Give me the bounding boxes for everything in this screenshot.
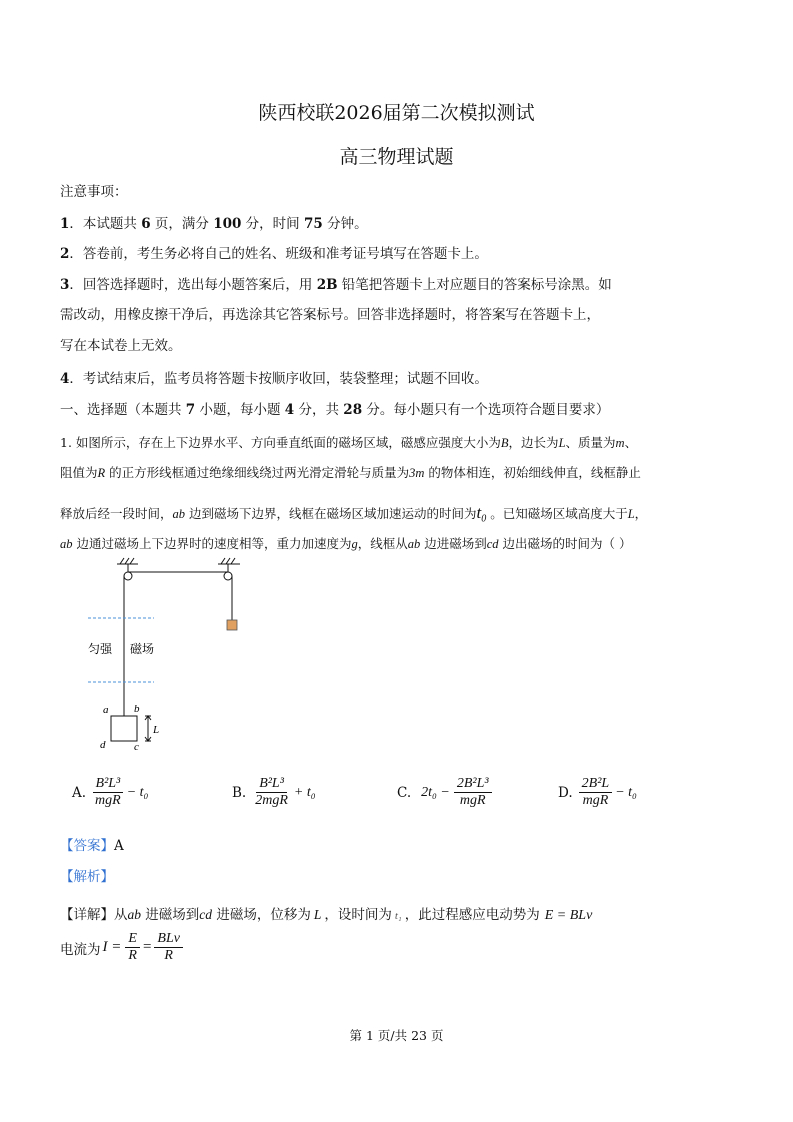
text: L: [558, 436, 566, 450]
text: 1. 如图所示，存在上下边界水平、方向垂直纸面的磁场区域，磁感应强度大小为: [60, 435, 501, 450]
text: BLv: [154, 931, 183, 948]
text: 分，时间: [241, 216, 304, 232]
text: 100: [213, 216, 242, 232]
label-c: c: [134, 741, 139, 752]
exam-title-text: 陕西校联2026届第二次模拟测试: [258, 102, 535, 124]
text: L: [627, 507, 635, 521]
text: 小题，每小题: [195, 402, 285, 418]
hatch-mark: [120, 558, 124, 564]
exam-subtitle-text: 高三物理试题: [339, 146, 454, 168]
option-c-denominator: mgR: [459, 793, 486, 809]
text: 的正方形线框通过绝缘细线绕过两光滑定滑轮与质量为: [105, 465, 410, 480]
notice-item-3-line1: [60, 273, 612, 293]
exam-title: [0, 98, 793, 125]
left-pulley: [124, 572, 132, 580]
label-L: L: [153, 724, 160, 736]
text: 进磁场到: [141, 907, 200, 923]
page-number: 第 1 页/共 23 页: [349, 1028, 444, 1043]
hanging-mass: [227, 620, 237, 630]
text: 铅笔把答题卡上对应题目的答案标号涂黑。如: [337, 277, 612, 293]
text: ab: [60, 537, 73, 551]
text: ．本试题共: [69, 216, 142, 232]
notice-item-3-line3: [60, 334, 182, 354]
option-b-tail: + t₀: [293, 784, 316, 800]
text: 从: [114, 907, 128, 923]
text: 28: [343, 402, 363, 418]
field-label-right: 磁场: [130, 642, 155, 656]
hatch-mark: [130, 558, 134, 564]
option-d-tail: − t₀: [615, 784, 637, 800]
option-a-denominator: mgR: [95, 793, 121, 809]
text: ab: [407, 537, 421, 551]
notice-heading-text: 注意事项：: [60, 184, 128, 200]
notice-item-1: [60, 212, 368, 232]
notice-item-3-num: 3: [60, 277, 70, 293]
text: ．回答选择题时，选出每小题答案后，用: [69, 277, 317, 293]
detail-tag: 【详解】: [60, 907, 114, 923]
text: ，: [634, 506, 648, 521]
text: 4: [284, 402, 295, 418]
text: 边进磁场到: [420, 536, 487, 551]
text: E: [125, 931, 140, 948]
notice-item-3-line2: [60, 303, 600, 323]
option-c-numerator: 2B²L³: [454, 776, 492, 793]
question-line-4: [60, 534, 632, 552]
text: 边通过磁场上下边界时的速度相等，重力加速度为: [72, 536, 352, 551]
text: 阻值为: [60, 465, 98, 480]
right-pulley: [224, 572, 232, 580]
option-d-fraction: [579, 776, 613, 809]
text: 7: [185, 402, 196, 418]
hatch-mark: [221, 558, 225, 564]
notice-item-1-num: 1: [60, 216, 70, 232]
option-a-numerator: B²L³: [93, 776, 124, 793]
exam-subtitle: [0, 142, 793, 169]
text: ab: [127, 907, 141, 922]
text: 页，满分: [150, 216, 214, 232]
question-line-1: [60, 433, 637, 451]
analysis-tag: 【解析】: [60, 869, 114, 885]
hatch-mark: [226, 558, 230, 564]
answer-tag: 【答案】: [60, 838, 114, 854]
page-footer: [0, 1026, 793, 1044]
label-a: a: [103, 704, 109, 716]
text: 2B: [316, 277, 338, 293]
option-a-tail: − t₀: [126, 784, 149, 800]
current-fraction-1: [125, 931, 140, 964]
notice-item-4: [60, 367, 488, 387]
answer-value: A: [114, 838, 124, 854]
text: 、: [624, 435, 638, 450]
text: cd: [199, 907, 213, 922]
text: 0: [481, 513, 487, 525]
current-line: [60, 931, 183, 964]
text: 边出磁场的时间为（ ）: [498, 536, 632, 551]
text: 、质量为: [565, 435, 616, 450]
text: ，此过程感应电动势为: [404, 907, 540, 923]
option-c-fraction: [454, 776, 492, 809]
notice-item-2-num: 2: [60, 246, 70, 262]
text: g: [351, 537, 358, 551]
text: 电流为: [60, 941, 101, 958]
option-b-denominator: 2mgR: [255, 793, 288, 809]
text: 分。每小题只有一个选项符合题目要求）: [362, 402, 610, 418]
ceiling-hatch: [117, 558, 240, 564]
text: ab: [172, 507, 186, 521]
detail-line: [60, 903, 592, 924]
text: 写在本试卷上无效。: [60, 338, 182, 354]
text: 3m: [409, 466, 425, 480]
text: R: [97, 466, 106, 480]
text: R: [164, 948, 173, 964]
text: 的物体相连，初始细线伸直，线框静止: [424, 465, 641, 480]
text: m: [615, 436, 625, 450]
option-b-label: B.: [232, 784, 247, 801]
option-a-fraction: [92, 776, 124, 809]
text: 分钟。: [322, 216, 368, 232]
option-a[interactable]: [72, 776, 148, 809]
text: L: [313, 907, 322, 922]
text: ，线框从: [357, 536, 408, 551]
current-fraction-2: [154, 931, 183, 964]
option-d-numerator: 2B²L: [579, 776, 613, 793]
text: R: [128, 948, 137, 964]
text: 进磁场，位移为: [212, 907, 311, 923]
current-lhs: I =: [102, 939, 122, 956]
text: ，设时间为: [324, 907, 392, 923]
option-b[interactable]: [232, 776, 316, 809]
option-c-prefix: 2t₀ −: [421, 784, 450, 800]
emf-formula: E = BLv: [544, 908, 593, 923]
answer-line: [60, 834, 124, 854]
text: 需改动，用橡皮擦干净后，再选涂其它答案标号。回答非选择题时，将答案写在答题卡上，: [60, 307, 600, 323]
text: 边到磁场下边界，线框在磁场区域加速运动的时间为: [185, 506, 477, 521]
text: 一、选择题（本题共: [60, 402, 186, 418]
option-d[interactable]: [558, 776, 637, 809]
option-b-fraction: [252, 776, 291, 809]
option-a-label: A.: [72, 784, 87, 801]
label-d: d: [100, 739, 106, 751]
label-b: b: [134, 703, 140, 715]
text: 分，共: [294, 402, 344, 418]
option-b-numerator: B²L³: [256, 776, 287, 793]
hatch-mark: [231, 558, 235, 564]
question-line-2: [60, 463, 641, 481]
text: t₁: [394, 910, 402, 922]
notice-item-2: [60, 242, 488, 262]
pulley-diagram: [80, 556, 260, 752]
text: ．答卷前，考生务必将自己的姓名、班级和准考证号填写在答题卡上。: [69, 246, 488, 262]
option-d-label: D.: [558, 784, 573, 801]
text: t: [476, 503, 482, 522]
text: =: [142, 939, 152, 956]
square-frame: [111, 716, 137, 741]
analysis-line: [60, 865, 114, 885]
text: 6: [141, 216, 151, 232]
notice-item-4-num: 4: [60, 371, 70, 387]
text: 释放后经一段时间，: [60, 506, 173, 521]
option-c-label: C.: [397, 784, 412, 801]
notice-heading: [60, 180, 128, 200]
text: ，边长为: [508, 435, 559, 450]
text: cd: [486, 537, 499, 551]
section-heading: [60, 398, 609, 418]
hatch-mark: [125, 558, 129, 564]
option-c[interactable]: [397, 776, 492, 809]
text: B: [500, 436, 509, 450]
text: 75: [303, 216, 323, 232]
text: ．考试结束后，监考员将答题卡按顺序收回，装袋整理；试题不回收。: [69, 371, 488, 387]
field-label-left: 匀强: [88, 642, 113, 656]
question-line-3: [60, 503, 647, 525]
text: 。已知磁场区域高度大于: [486, 506, 628, 521]
option-d-denominator: mgR: [582, 793, 609, 809]
